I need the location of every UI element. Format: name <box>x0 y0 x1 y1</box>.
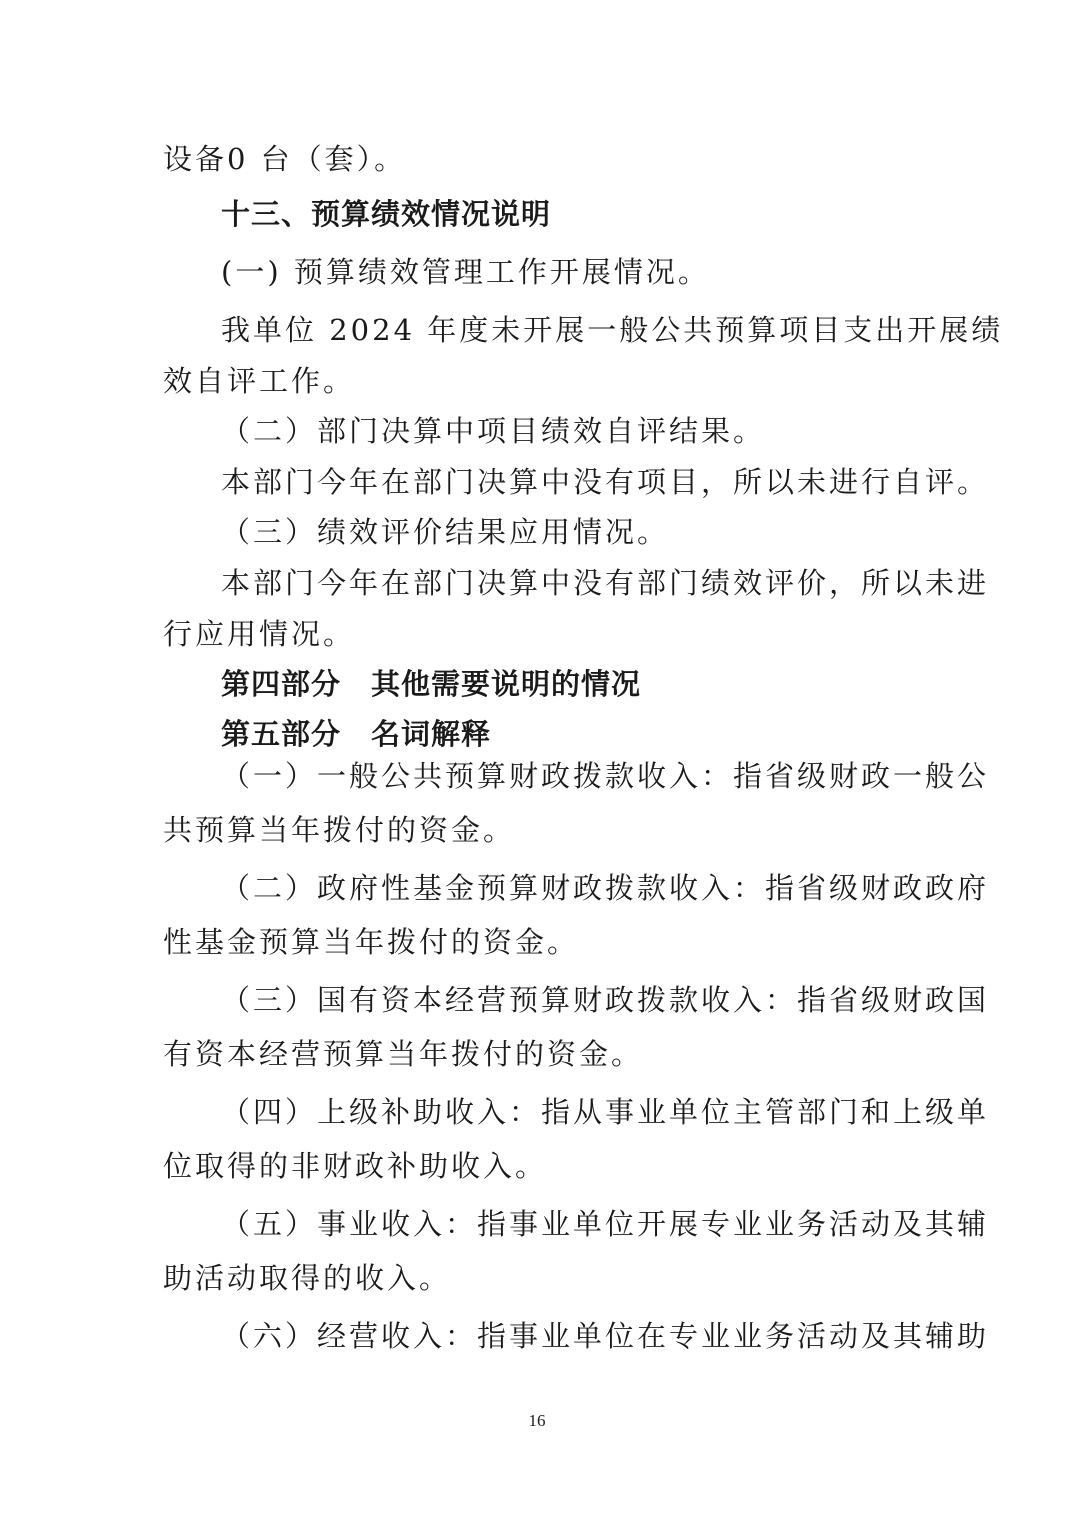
page-number: 16 <box>528 1411 546 1430</box>
definition-line: 位取得的非财政补助收入。 <box>163 1149 548 1183</box>
subsection-heading: （三）绩效评价结果应用情况。 <box>221 515 670 549</box>
definition-line: （三）国有资本经营预算财政拨款收入：指省级财政国 <box>221 983 990 1017</box>
definition-line: 助活动取得的收入。 <box>163 1261 452 1295</box>
subsection-heading: (一) 预算绩效管理工作开展情况。 <box>221 255 710 289</box>
definition-line: （六）经营收入：指事业单位在专业业务活动及其辅助 <box>221 1319 990 1353</box>
subsection-heading: （二）部门决算中项目绩效自评结果。 <box>221 414 766 448</box>
body-text-line: 设备0 台（套）。 <box>163 142 407 176</box>
body-text-line: 本部门今年在部门决算中没有部门绩效评价，所以未进 <box>221 566 990 600</box>
definition-line: （二）政府性基金预算财政拨款收入：指省级财政政府 <box>221 871 990 905</box>
body-text-line: 行应用情况。 <box>163 617 356 651</box>
definition-line: （五）事业收入：指事业单位开展专业业务活动及其辅 <box>221 1207 990 1241</box>
definition-line: （一）一般公共预算财政拨款收入：指省级财政一般公 <box>221 759 990 793</box>
body-text-line: 效自评工作。 <box>163 364 356 398</box>
definition-line: 性基金预算当年拨付的资金。 <box>163 925 580 959</box>
body-text-line: 我单位 2024 年度未开展一般公共预算项目支出开展绩 <box>221 313 1004 347</box>
body-text-line: 本部门今年在部门决算中没有项目，所以未进行自评。 <box>221 465 990 499</box>
definition-line: 有资本经营预算当年拨付的资金。 <box>163 1037 644 1071</box>
definition-line: （四）上级补助收入：指从事业单位主管部门和上级单 <box>221 1095 990 1129</box>
definition-line: 共预算当年拨付的资金。 <box>163 813 516 847</box>
part-heading: 第四部分 其他需要说明的情况 <box>221 667 642 701</box>
section-heading: 十三、预算绩效情况说明 <box>221 197 552 231</box>
part-heading: 第五部分 名词解释 <box>221 717 492 751</box>
